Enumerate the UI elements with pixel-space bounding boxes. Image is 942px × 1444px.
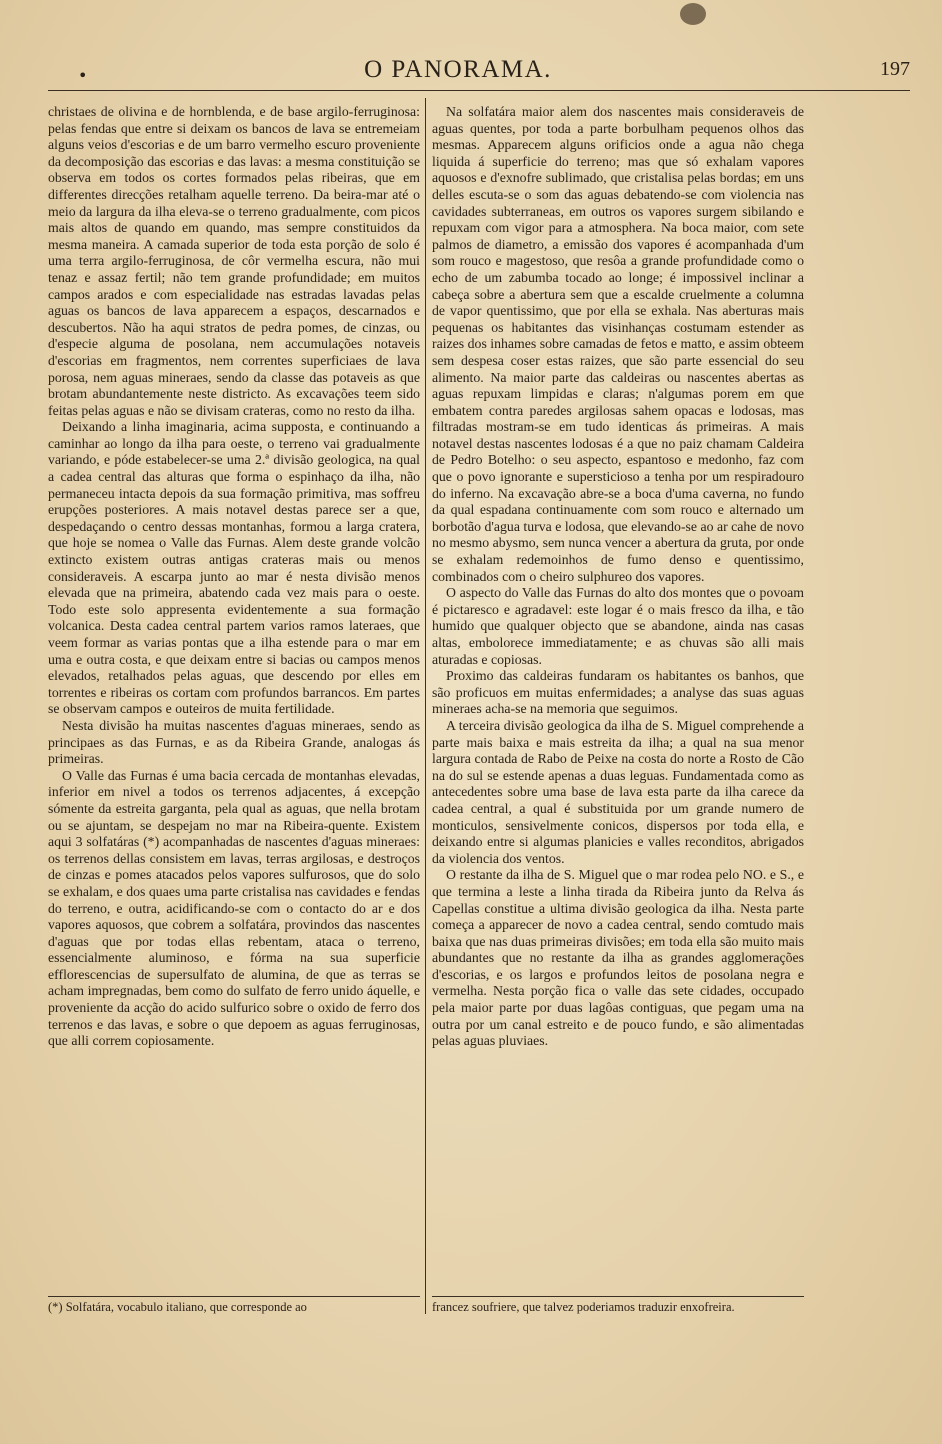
right-column [432,104,804,1314]
binding-hole [680,3,706,25]
left-paragraph-2: Deixando a linha imaginaria, acima supposta, e continuando a caminhar ao longo da ilha para oeste, o terreno vai gradualmente variando, e póde estabelecer-se uma 2.ª divisão geologica, na qual a cadea central das alturas que forma o espinhaço da ilha, não permaneceu intacta depois da sua formação primitiva, mas soffreu erupções posteriores. A mais notavel destas parece ser a que, despedaçando o centro dessas montanhas, formou a larga cratera, que hoje se nomea o Valle das Furnas. Alem deste grande volcão extincto existem outras antigas crateras mais ou menos consideraveis. A escarpa junto ao mar é nesta divisão menos elevada que na primeira, abatendo cada vez mais para o oeste. Todo este solo appresenta evidentemente a sua formação volcanica. Desta cadea central partem varios ramos lateraes, que veem formar as varias pontas que a ilha estende para o mar em uma e outra costa, e que deixam entre si bacias ou campos menos elevados, retalhados pelas aguas, que descendo por elles em torrentes e ribeiras os cortam com profundos barrancos. Em partes se observam campos e outeiros de muita fertilidade. [48,419,420,717]
right-paragraph-4: A terceira divisão geologica da ilha de S. Miguel comprehende a parte mais baixa e mais estreita da ilha; a qual na sua menor largura contada de Rabo de Peixe na costa do norte a Rosto de Cão na do sul se estende apenas a duas leguas. Fundamentada como as antecedentes sobre uma base de lava esta parte da ilha carece da cadea central, a qual é substituida por um grande numero de monticulos, sensivelmente conicos, dispersos por toda ella, e deixando entre si algumas planicies e valles reconditos, abrigados da violencia dos ventos. [432,717,804,866]
left-paragraph-1: christaes de olivina e de hornblenda, e de base argilo-ferruginosa: pelas fendas que entre si deixam os bancos de lava se entremeiam alguns veios d'escorias e de um barro vermelho escuro proveniente da decomposição das escorias e das lavas: a mesma constituição se observa em todos os cortes formados pelas ribeiras, que em differentes direcções retalham aquelle terreno. Da beira-mar até o meio da largura da ilha eleva-se o terreno gradualmente, com picos mais altos de quando em quando, mas sempre constituidos da mesma maneira. A camada superior de toda esta porção de solo é uma terra argilo-ferruginosa, de côr vermelha escura, não mui tenaz e assaz fertil; não tem grande profundidade; em muitos campos arados e com especialidade nas estradas lavadas pelas aguas os bancos de lava apparecem a espaços, descarnados e descubertos. Não ha aqui stratos de pedra pomes, de cinzas, ou d'especie alguma de posolana, nem accumulações notaveis d'escorias em fragmentos, nem correntes superficiaes de lava porosa, nem aguas mineraes, sendo da classe das potaveis as que brotam abundantemente neste districto. As excavações teem sido feitas pelas aguas e não se divisam crateras, como no resto da ilha. [48,104,420,418]
header-bullet: • [78,66,88,85]
right-paragraph-3: Proximo das caldeiras fundaram os habitantes os banhos, que são proficuos em muitas enfermidades; a analyse das suas aguas mineraes acha-se na memoria que seguimos. [432,668,804,717]
page-number: 197 [880,58,910,80]
column-divider [425,98,426,1314]
publication-title: O PANORAMA. [364,56,552,83]
left-paragraph-4: O Valle das Furnas é uma bacia cercada de montanhas elevadas, inferior em nivel a todos os terrenos adjacentes, á excepção sómente da estreita garganta, pela qual as aguas, que nella brotam ou se ajuntam, se despejam no mar na Ribeira-quente. Existem aqui 3 solfatáras (*) acompanhadas de nascentes d'aguas mineraes: os terrenos dellas consistem em lavas, terras argilosas, e destroços de cinzas e pomes atacados pelos vapores sulfurosos, que do solo se exhalam, e dos quaes uma parte cristalisa nas cavidades e fendas do terreno, e outra, acidificando-se com o contacto do ar e dos vapores aquosos, que cobrem a solfatára, provindos das nascentes d'aguas que por todas ellas rebentam, ataca o terreno, essencialmente aluminoso, e fórma na sua superficie efflorescencias de supersulfato de alumina, de que as terras se acham impregnadas, bem como do sulfato de ferro unido áquelle, e proveniente da acção do acido sulfurico sobre o oxido de ferro dos terrenos e das lavas, e sobre o que depoem as aguas ferruginosas, que alli correm copiosamente. [48,767,420,1049]
header-rule [48,90,910,91]
right-paragraph-2: O aspecto do Valle das Furnas do alto dos montes que o povoam é pictaresco e agradavel: este logar é o mais fresco da ilha, e tão humido que qualquer objecto que se abandone, ainda nas casas altas, embolorece immediatamente; e as chuvas são alli mais aturadas e copiosas. [432,585,804,667]
page-header [48,56,910,88]
left-footnote: (*) Solfatára, vocabulo italiano, que corresponde ao [48,1296,420,1315]
right-paragraph-5: O restante da ilha de S. Miguel que o mar rodea pelo NO. e S., e que termina a leste a linha tirada da Ribeira junto da Relva ás Capellas constitue a ultima divisão geologica da ilha. Nesta parte começa a apparecer de novo a cadea central, sendo comtudo mais baixa que nas duas primeiras divisões; em toda ella são muito mais abundantes que no restante da ilha as grandes agglomerações d'escorias, e os largos e profundos leitos de posolana negra e vermelha. Nesta porção fica o valle das sete cidades, occupado pela maior parte por duas lagôas contiguas, que pegam uma na outra por um canal estreito e de pouco fundo, e são alimentadas pelas aguas pluviaes. [432,867,804,1049]
right-paragraph-1: Na solfatára maior alem dos nascentes mais consideraveis de aguas quentes, por toda a parte borbulham pequenos olhos das mesmas. Apparecem alguns orificios onde a agua não chega liquida á superficie do terreno; mas que só exhalam vapores aquosos e d'exnofre sublimado, que cristalisa pelas bordas; em uns delles escuta-se o som das aguas debatendo-se com violencia nas cavidades subterraneas, em outros os vapores surgem sibilando e repuxam com vigor para a atmosphera. Na boca maior, com sete palmos de diametro, a emissão dos vapores é acompanhada d'um som rouco e magestoso, que resôa a grande profundidade como o echo de um zabumba tocado ao longe; é impossivel inclinar a cabeça sobre a abertura sem que a escalde cruelmente a columna de vapor quentissimo, que por ella se exhala. Nas aberturas mais pequenas os habitantes das visinhanças costumam estender as raizes dos inhames sobre camadas de fetos e matto, e assim obteem sem despesa coser estas raizes, que são parte essencial do seu alimento. Na maior parte das caldeiras ou nascentes abertas as aguas repuxam limpidas e claras; n'algumas porem em que embatem contra paredes argilosas sahem opacas e lodosas, mas filtradas mostram-se em tudo identicas ás primeiras. A mais notavel destas nascentes lodosas é a que no paiz chamam Caldeira de Pedro Botelho: o seu aspecto, espantoso e medonho, faz com que o povo ignorante e supersticioso a tenha por um respiradouro do inferno. Na excavação abre-se a boca d'uma caverna, no fundo da qual espadana continuamente com som rouco e alternado um borbotão d'agua turva e lodosa, que elevando-se ao ar cahe de novo no mesmo abysmo, sem nunca vencer a abertura da gruta, por onde se exhalam redemoinhos de fumo denso e quentissimo, combinados com o cheiro sulphureo dos vapores. [432,104,804,584]
right-footnote: francez soufriere, que talvez poderiamos traduzir enxofreira. [432,1296,804,1315]
left-column [48,104,420,1314]
left-paragraph-3: Nesta divisão ha muitas nascentes d'aguas mineraes, sendo as principaes as das Furnas, e as da Ribeira Grande, analogas ás primeiras. [48,717,420,767]
